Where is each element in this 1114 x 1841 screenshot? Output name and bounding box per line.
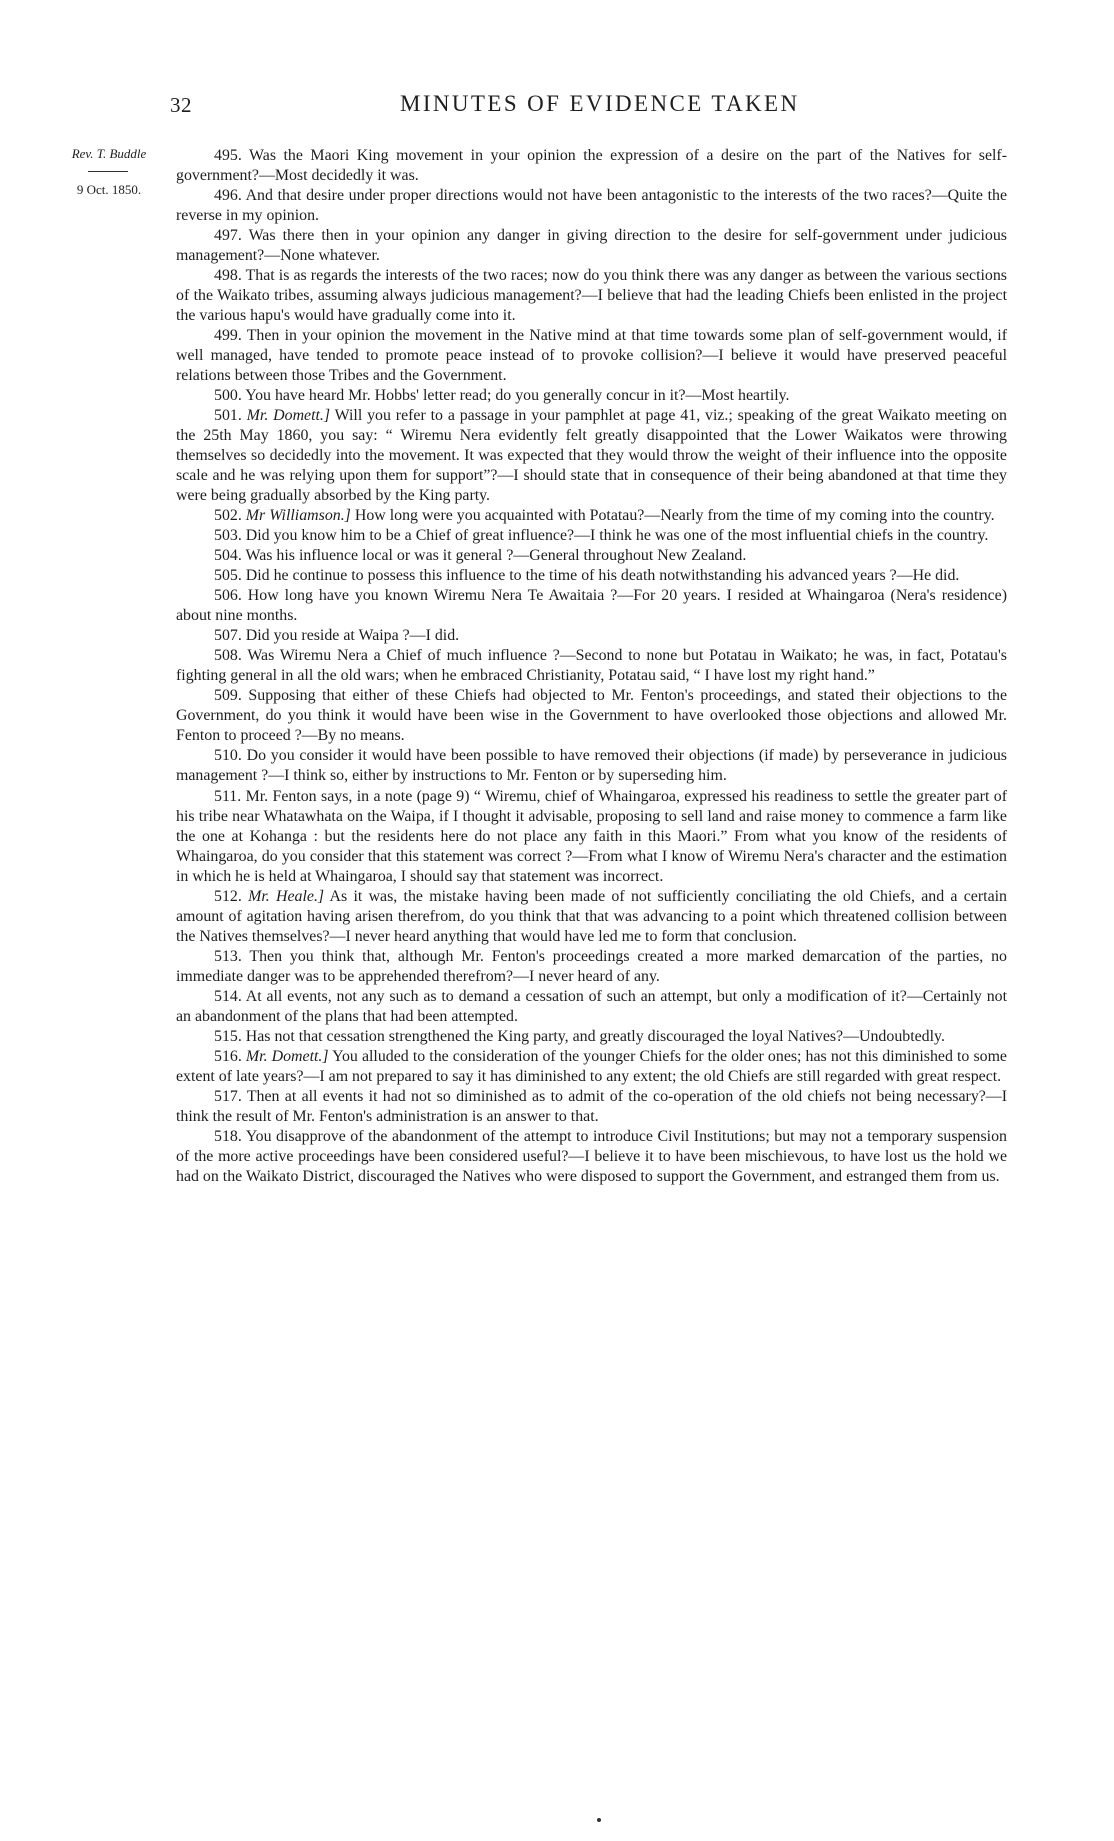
- evidence-paragraph-506: 506. How long have you known Wiremu Nera Te Awaitaia ?—For 20 years. I resided at Whaingaroa (Nera's residence) about nine months.: [176, 587, 1007, 625]
- speaker-name: Mr. Domett.]: [245, 1047, 329, 1065]
- evidence-paragraph-505: 505. Did he continue to possess this influence to the time of his death notwithstanding his advanced years ?—He did.: [214, 567, 960, 585]
- speaker-name: Mr Williamson.]: [245, 507, 351, 525]
- evidence-paragraph-501: [176, 406, 1007, 506]
- page-heading: MINUTES OF EVIDENCE TAKEN: [400, 91, 800, 116]
- evidence-paragraph-510: 510. Do you consider it would have been possible to have removed their objections (if made) by perseverance in judicious management ?—I think so, either by instructions to Mr. Fenton or by superseding him.: [176, 747, 1007, 785]
- evidence-body: [176, 146, 1007, 1187]
- evidence-paragraph-499: 499. Then in your opinion the movement in the Native mind at that time towards some plan of self-government would, if well managed, have tended to promote peace instead of to provoke collision?—I believe it would have preserved peaceful relations between those Tribes and the Government.: [176, 327, 1007, 385]
- evidence-paragraph-511: 511. Mr. Fenton says, in a note (page 9) “ Wiremu, chief of Whaingaroa, expressed his readiness to settle the greater part of his tribe near Whatawhata on the Waipa, if I thought it advisable, proposing to sell land and raise money to commence a farm like the one at Kohanga : but the residents here do not place any faith in this Maori.” From what you know of the residents of Whaingaroa, do you consider that this statement was correct ?—From what I know of Wiremu Nera's character and the estimation in which he is held at Whaingaroa, I should say that statement was incorrect.: [176, 787, 1007, 885]
- evidence-paragraph-503: 503. Did you know him to be a Chief of great influence?—I think he was one of the most influential chiefs in the country.: [214, 527, 989, 545]
- paragraph-text: How long were you acquainted with Potatau?—Nearly from the time of my coming into the country.: [354, 507, 995, 525]
- paragraph-number: 501.: [214, 407, 242, 425]
- print-speck: [597, 1818, 601, 1822]
- evidence-paragraph-508: 508. Was Wiremu Nera a Chief of much influence ?—Second to none but Potatau in Waikato; he was, in fact, Potatau's fighting general in all the old wars; when he embraced Christianity, Potatau said, “ I have lost my right hand.”: [176, 647, 1007, 685]
- paragraph-text: Will you refer to a passage in your pamphlet at page 41, viz.; speaking of the great Waikato meeting on the 25th May 1860, you say: “ Wiremu Nera evidently felt greatly disappointed that the Lower Waikatos were throwing themselves so decidedly into the movement. It was expected that they would throw the weight of their influence into the opposite scale and he was relying upon them for support”?—I should state that in consequence of their being abandoned at that time they were being gradually absorbed by the King party.: [176, 407, 1007, 505]
- evidence-paragraph-512: [176, 887, 1007, 947]
- evidence-paragraph-516: [176, 1047, 1007, 1087]
- evidence-paragraph-496: 496. And that desire under proper directions would not have been antagonistic to the interests of the two races?—Quite the reverse in my opinion.: [176, 187, 1007, 225]
- speaker-name: Mr. Domett.]: [246, 407, 331, 425]
- speaker-name: Mr. Heale.]: [248, 887, 325, 905]
- evidence-paragraph-507: 507. Did you reside at Waipa ?—I did.: [214, 627, 460, 645]
- paragraph-text: You alluded to the consideration of the younger Chiefs for the older ones; has not this diminished to some extent of late years?—I am not prepared to say it has diminished to any extent; the old Chiefs are still regarded with great respect.: [176, 1047, 1007, 1085]
- page-number: 32: [170, 93, 192, 117]
- evidence-paragraph-504: 504. Was his influence local or was it general ?—General throughout New Zealand.: [214, 547, 747, 565]
- evidence-paragraph-514: 514. At all events, not any such as to demand a cessation of such an attempt, but only a modification of it?—Certainly not an abandonment of the plans that had been attempted.: [176, 987, 1007, 1025]
- evidence-paragraph-502: [176, 506, 1007, 526]
- paragraph-text: As it was, the mistake having been made of not sufficiently conciliating the old Chiefs, and a certain amount of agitation having arisen therefrom, do you think that that was advancing to a point which threatened collision between the Natives themselves?—I never heard anything that would have led me to form that conclusion.: [176, 887, 1007, 945]
- margin-witness-name: Rev. T. Buddle: [71, 146, 147, 161]
- paragraph-number: 516.: [214, 1047, 242, 1065]
- evidence-paragraph-517: 517. Then at all events it had not so diminished as to admit of the co-operation of the old chiefs not being necessary?—I think the result of Mr. Fenton's administration is an answer to that.: [176, 1087, 1007, 1125]
- evidence-paragraph-515: 515. Has not that cessation strengthened the King party, and greatly discouraged the loyal Natives?—Undoubtedly.: [214, 1027, 945, 1045]
- evidence-paragraph-513: 513. Then you think that, although Mr. Fenton's proceedings created a more marked demarcation of the parties, no immediate danger was to be apprehended therefrom?—I never heard of any.: [176, 947, 1007, 985]
- evidence-paragraph-500: 500. You have heard Mr. Hobbs' letter read; do you generally concur in it?—Most heartily.: [214, 387, 790, 405]
- paragraph-number: 502.: [214, 507, 242, 525]
- evidence-paragraph-509: 509. Supposing that either of these Chiefs had objected to Mr. Fenton's proceedings, and stated their objections to the Government, do you think it would have been wise in the Government to have overlooked those objections and allowed Mr. Fenton to proceed ?—By no means.: [176, 687, 1007, 745]
- evidence-paragraph-495: 495. Was the Maori King movement in your opinion the expression of a desire on the part of the Natives for self-government?—Most decidedly it was.: [176, 147, 1007, 185]
- evidence-paragraph-518: 518. You disapprove of the abandonment of the attempt to introduce Civil Institutions; but may not a temporary suspension of the more active proceedings have been considered useful?—I believe it to have been mischievous, to have lost us the hold we had on the Waikato District, discouraged the Natives who were disposed to support the Government, and estranged them from us.: [176, 1127, 1007, 1185]
- evidence-paragraph-498: 498. That is as regards the interests of the two races; now do you think there was any danger as between the various sections of the Waikato tribes, assuming always judicious management?—I believe that had the leading Chiefs been enlisted in the project the various hapu's would have gradually come into it.: [176, 267, 1007, 325]
- margin-date: 9 Oct. 1850.: [76, 182, 142, 197]
- paragraph-number: 512.: [214, 887, 242, 905]
- evidence-paragraph-497: 497. Was there then in your opinion any danger in giving direction to the desire for self-government under judicious management?—None whatever.: [176, 227, 1007, 265]
- margin-rule: [88, 171, 128, 172]
